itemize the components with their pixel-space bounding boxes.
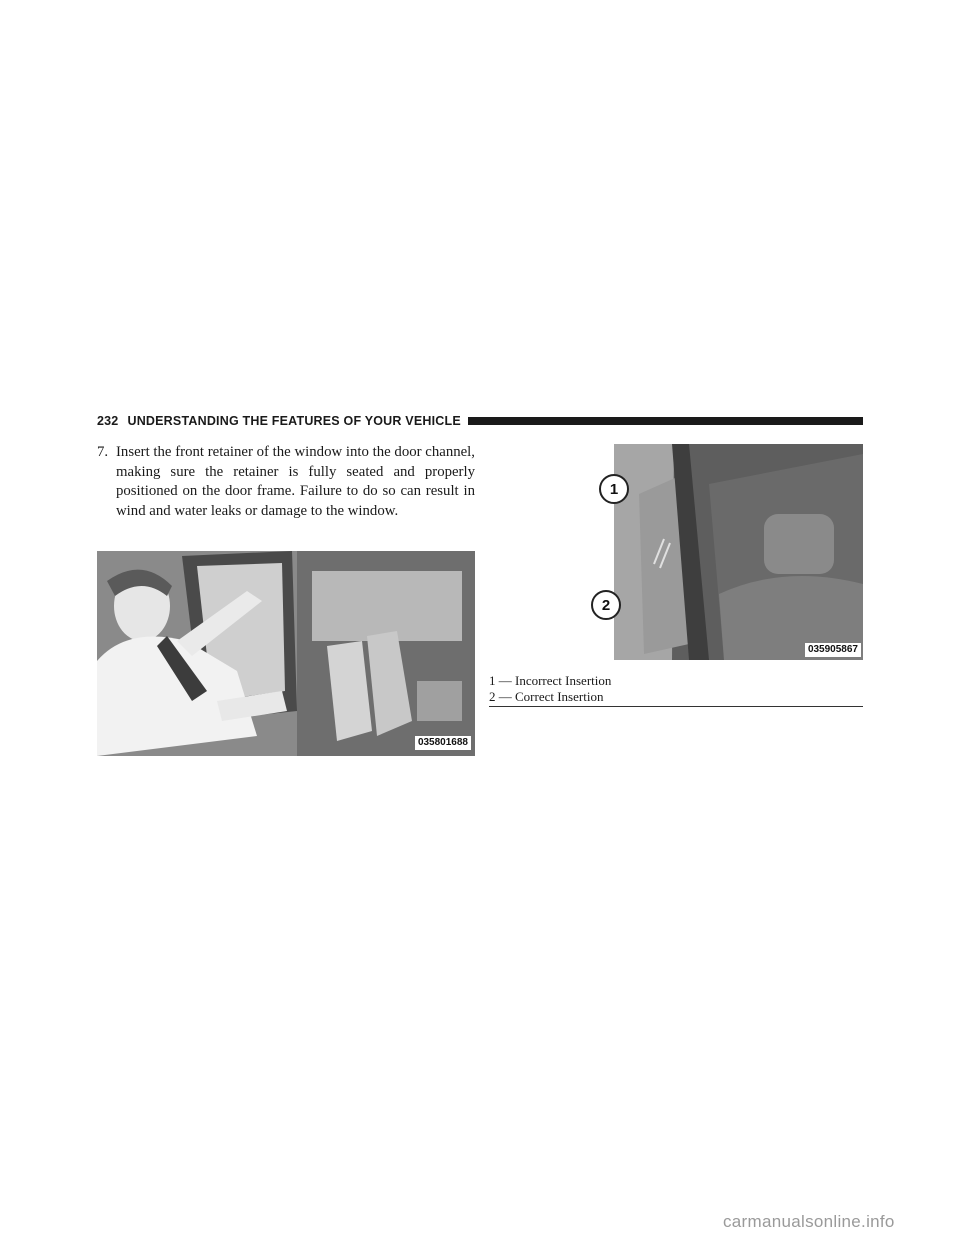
legend-item: 1 — Incorrect Insertion	[489, 673, 612, 688]
illustration-door-channel	[614, 444, 863, 660]
legend-item: 2 — Correct Insertion	[489, 688, 604, 704]
section-title: UNDERSTANDING THE FEATURES OF YOUR VEHICLE	[127, 414, 461, 428]
instruction-step	[97, 443, 475, 521]
figure-install-window	[97, 551, 475, 756]
callout-2: 2	[591, 590, 621, 620]
step-number: 7.	[97, 444, 109, 460]
figure-code: 035905867	[805, 643, 861, 657]
header-rule	[468, 417, 863, 425]
figure-legend	[489, 673, 863, 704]
legend-rule	[489, 706, 863, 707]
figure-retainer-insertion	[601, 444, 863, 660]
watermark: carmanualsonline.info	[723, 1212, 895, 1231]
page-number: 232	[97, 414, 119, 428]
illustration-person-installing-window	[97, 551, 475, 756]
figure-code: 035801688	[415, 736, 471, 750]
callout-1: 1	[599, 474, 629, 504]
step-text: Insert the front retainer of the window into the door channel, making sure the retainer is fully seated and properly positioned on the door frame. Failure to do so can result in wind and water leaks or damage to the window.	[116, 444, 475, 519]
page-header	[97, 412, 863, 430]
